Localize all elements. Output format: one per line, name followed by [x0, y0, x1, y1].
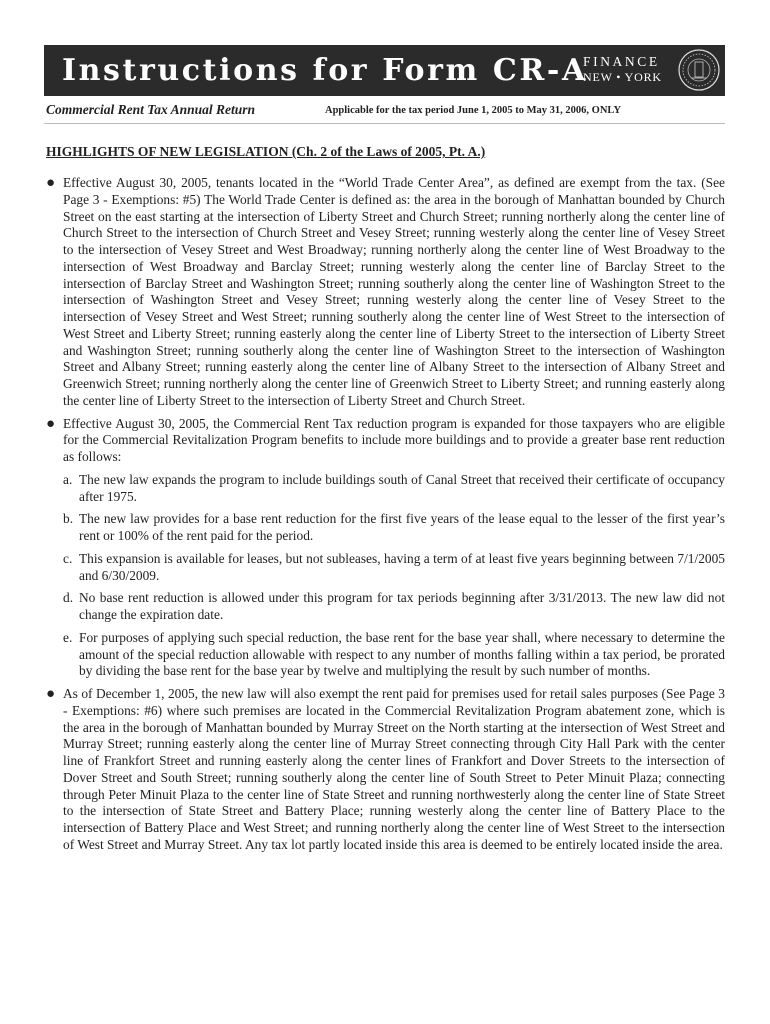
paragraph-retail-exemption: [46, 686, 725, 854]
new-york-label: NEW • YORK: [583, 70, 662, 84]
applicability-note: Applicable for the tax period June 1, 2005 to May 31, 2006, ONLY: [325, 105, 622, 116]
list-item-label: c.: [63, 550, 73, 566]
list-item-text: The new law expands the program to include buildings south of Canal Street that received their certificate of occupancy after 1975.: [79, 471, 725, 504]
form-subtitle: Commercial Rent Tax Annual Return: [46, 102, 256, 117]
bullet-icon: ●: [46, 175, 56, 191]
list-item-text: No base rent reduction is allowed under this program for tax periods beginning after 3/31/2013. The new law did not change the expiration date.: [79, 590, 725, 622]
finance-label: FINANCE: [583, 54, 660, 69]
section-heading: HIGHLIGHTS OF NEW LEGISLATION (Ch. 2 of the Laws of 2005, Pt. A.): [46, 144, 486, 159]
city-seal-icon: [677, 48, 721, 92]
paragraph-content: [63, 416, 725, 681]
list-item-text: For purposes of applying such special reduction, the base rent for the base year shall, where necessary to determine the amount of the special reduction allowable with respect to any number of months falling within a tax period, be prorated by dividing the base rent for the base year by twelve and multiplying the result by such number of months.: [79, 629, 725, 679]
paragraph-text: Effective August 30, 2005, tenants located in the “World Trade Center Area”, as defined are exempt from the tax. (See Page 3 - Exemptions: #5) The World Trade Center is defined as: the area in the borough of Manhattan bounded by Church Street on the east starting at the intersection of Liberty Street and Church Street; running northerly along the center line of Church Street to the intersection of Church Street and Vesey Street; running westerly along the center line of Vesey Street to the intersection of Vesey Street and West Broadway; running northerly along the center line of West Broadway to the intersection of West Broadway and Barclay Street; running westerly along the center line of Barclay Street to the intersection of Barclay Street and Washington Street; running southerly along the center line of Washington Street to the intersection of Washington Street and Vesey Street; running westerly along the center line of Vesey Street to the intersection of Vesey Street and West Street; running southerly along the center line of West Street to the intersection of West Street and Liberty Street; running easterly along the center line of Liberty Street to the intersection of Liberty Street and Washington Street; running southerly along the center line of Washington Street to the intersection of Washington Street and Albany Street; running easterly along the center line of Albany Street to the intersection of Albany Street and Greenwich Street; running northerly along the center line of Greenwich Street to Liberty Street; and running easterly along the center line of Liberty Street to the intersection of Liberty Street and Church Street.: [63, 175, 725, 408]
list-item-label: b.: [63, 511, 74, 527]
list-item-text: This expansion is available for leases, but not subleases, having a term of at least five years beginning between 7/1/2005 and 6/30/2009.: [79, 550, 725, 583]
paragraph-crt-reduction: [46, 416, 725, 681]
paragraph-wtc-exemption: [46, 175, 725, 410]
bullet-icon: ●: [46, 415, 56, 432]
list-item: [63, 630, 725, 680]
list-item: [63, 472, 725, 506]
bullet-icon: ●: [46, 686, 56, 702]
list-item: [63, 551, 725, 585]
list-item-text: The new law provides for a base rent reduction for the first five years of the lease equal to the lesser of the first year’s rent or 100% of the rent paid for the period.: [79, 511, 725, 543]
document-title: Instructions for Form CR-A: [62, 53, 588, 88]
list-item: [63, 590, 725, 624]
divider: [44, 123, 725, 124]
list-item: [63, 511, 725, 545]
paragraph-text: As of December 1, 2005, the new law will also exempt the rent paid for premises used for retail sales purposes (See Page 3 - Exemptions: #6) where such premises are located in the Commercial Revitalization Program abatement zone, which is the area in the borough of Manhattan bounded by Murray Street on the North starting at the intersection of West Street and Murray Street; running easterly along the center line of Murray Street connecting through City Hall Park with the center line of Frankfort Street and running easterly along the center lines of Frankfort and Dover Streets to the intersection of Dover Street and South Street; running southerly along the center line of South Street to Peter Minuit Plaza; connecting through Peter Minuit Plaza to the center line of State Street and running northwesterly along the center line of State Street to the intersection of State Street and Battery Place; running westerly along the center line of Battery Place to the intersection of Battery Place and West Street; and running northerly along the center line of West Street to the intersection of West Street and Murray Street. Any tax lot partly located inside this area is deemed to be entirely located inside the area.: [63, 686, 725, 852]
document-body: [46, 175, 725, 860]
list-item-label: d.: [63, 590, 74, 606]
list-item-label: a.: [63, 471, 73, 487]
list-item-label: e.: [63, 629, 73, 645]
paragraph-text: Effective August 30, 2005, the Commercial Rent Tax reduction program is expanded for those taxpayers who are eligible for the Commercial Revitalization Program benefits to include more buildings and to provide a greater base rent reduction as follows:: [63, 415, 725, 464]
